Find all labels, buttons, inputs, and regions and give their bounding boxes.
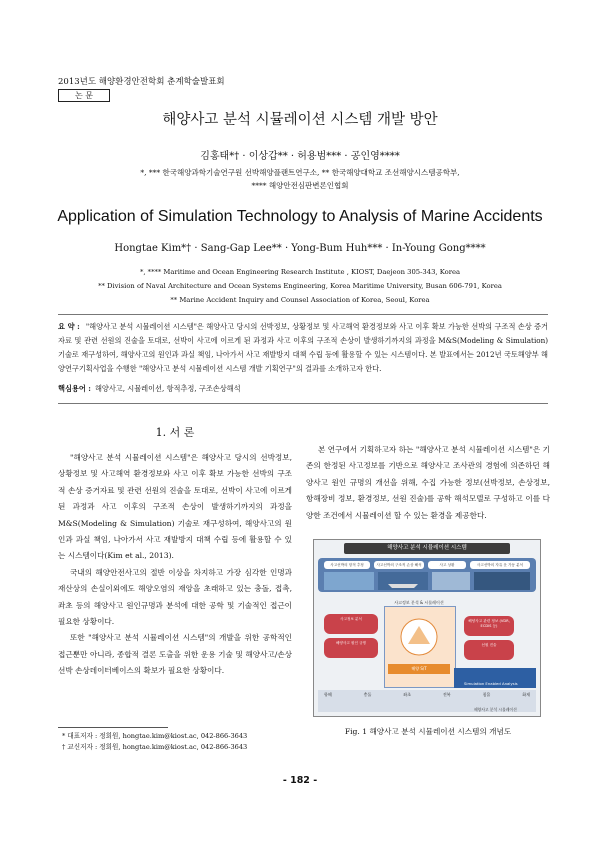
affiliations-korean — [40, 166, 560, 192]
affiliation-en-line: *, **** Maritime and Ocean Engineering Research Institute , KIOST, Daejeon 305-343, Korea — [139, 268, 461, 276]
paragraph: 본 연구에서 기획하고자 하는 "해양사고 분석 시뮬레이션 시스템"은 기존의 한정된 사고정보를 기반으로 해양사고 조사관의 경험에 의존하던 해양사고 원인 규명의 개선을 위해, 수집 가능한 정보(선박정보, 손상정보, 항해장비 정보, 환경정보, 선원 진술)를 공학 해석모델로 구성하고 이를 다양한 조건에서 시뮬레이션 할 수 있는 환경을 제공한다. — [306, 445, 550, 520]
keywords-text: 해양사고, 시뮬레이션, 항적추정, 구조손상해석 — [94, 384, 241, 393]
title-english: Application of Simulation Technology to Analysis of Marine Accidents — [57, 208, 543, 225]
figure-footer-left: Simulation Enabled Analysis — [464, 681, 518, 686]
figure-caption: Fig. 1 해양사고 분석 시뮬레이션 시스템의 개념도 — [344, 727, 512, 736]
article-type-badge: 논 문 — [58, 89, 110, 102]
figure-footer-right: 해양사고 분석 시뮬레이션 — [474, 707, 517, 712]
keywords — [58, 384, 241, 394]
affiliation-ko-line: **** 해양안전심판변론인협회 — [251, 181, 349, 190]
figure-tag-row — [324, 692, 530, 698]
figure-right-box: 해양사고 관련 정보 (VDR, ECDIS 등) — [464, 616, 514, 636]
figure-tag: 좌초 — [403, 692, 412, 697]
title-korean: 해양사고 분석 시뮬레이션 시스템 개발 방안 — [162, 112, 438, 128]
figure-tag: 전복 — [442, 692, 451, 697]
conference-name: 2013년도 해양환경안전학회 춘계학술발표회 — [58, 77, 225, 87]
figure-tag: 항해 — [324, 692, 332, 697]
authors-korean: 김홍태*† · 이상갑** · 허용범*** · 공인영**** — [200, 151, 400, 162]
figure-ship-scenes — [318, 570, 536, 592]
page-number: - 182 - — [282, 775, 318, 786]
affiliation-en-line: ** Division of Naval Architecture and Ocean Systems Engineering, Korea Maritime University, Busan 606-791, Korea — [98, 282, 502, 290]
figure-pill: 사고선박의 항적 추정 — [324, 561, 370, 569]
figure-left-box: 해양사고 원인 규명 — [324, 638, 378, 658]
affiliation-en-line: ** Marine Accident Inquiry and Counsel Association of Korea, Seoul, Korea — [170, 296, 430, 304]
figure-center-graphic — [390, 614, 448, 660]
figure-concept-diagram — [313, 539, 541, 717]
figure-pill: 사고선박의 자유 운 가동 분석 — [470, 561, 530, 569]
figure-tag: 침몰 — [482, 692, 491, 697]
figure-right-box: 선원 진술 — [464, 640, 514, 660]
scene-behaviour — [474, 572, 530, 590]
paragraph: "해양사고 분석 시뮬레이션 시스템"은 해양사고 당시의 선박정보, 상황정보 및 사고해역 환경정보와 사고 이후 확보 가능한 선박의 구조적 손상 증거자료 및 관련 선원의 진술을 토대로, 선박이 사고에 이르게 된 과정과 사고 이후의 구조적 손상이 발생하기까지의 과정을 M&S(Modeling & Simulation) 기술로 재구성하여, 해양사고의 원인과 과실 책임, 나아가서 사고 재발방지 대책 수립 등에 활용할 수 있는 시스템이다(Kim et al., 2013). — [58, 453, 292, 561]
figure-orange-bar: 해양 S/T — [388, 664, 450, 674]
figure-tag: 충돌 — [363, 692, 372, 697]
scene-track — [324, 572, 374, 590]
footnote-rule — [58, 727, 168, 728]
left-column — [58, 450, 292, 680]
figure-center-label: 사고정보 분석 & 시뮬레이션 — [394, 600, 444, 605]
footnote: * 대표저자 : 정회원, hongtae.kim@kiost.ac, 042-866-3643 — [62, 732, 248, 740]
keywords-label: 핵심용어 : — [58, 384, 91, 393]
right-column — [306, 442, 550, 524]
paragraph: 또한 "해양사고 분석 시뮬레이션 시스템"의 개발을 위한 공학적인 접근뿐만 아니라, 종합적 결론 도출을 위한 운용 기술 및 해양사고/손상선박 손상데이터베이스의 확보가 필요한 상황이다. — [58, 633, 292, 676]
figure-left-box: 사고정보 분석 — [324, 614, 378, 634]
section-title: 1. 서 론 — [155, 426, 195, 439]
authors-english: Hongtae Kim*† · Sang-Gap Lee** · Yong-Bum Huh*** · In-Young Gong**** — [114, 243, 486, 254]
abstract — [58, 320, 548, 376]
affiliations-english — [30, 265, 570, 307]
footnotes — [62, 731, 247, 752]
abstract-bottom-rule — [58, 403, 548, 404]
abstract-top-rule — [58, 314, 548, 315]
ship-icon — [388, 584, 418, 588]
abstract-text: "해양사고 분석 시뮬레이션 시스템"은 해양사고 당시의 선박정보, 상황정보 및 사고해역 환경정보와 사고 이후 확보 가능한 선박의 구조적 손상 증거자료 및 관련 선원의 진술을 토대로, 선박이 사고에 이르게 된 과정과 사고 이후의 구조적 손상이 발생하기까지의 과정을 M&S(Modeling & Simulation) 기술로 재구성하여, 해양사고의 원인과 과실 책임, 나아가서 사고 재발방지 대책 수립 등에 활용할 수 있는 시스템이다. 본 발표에서는 2012년 국토해양부 해양연구기획사업을 수행한 "해양사고 분석 시뮬레이션 시스템 개발 기획연구"의 결과를 소개하고자 한다. — [58, 322, 549, 373]
affiliation-ko-line: *, *** 한국해양과학기술연구원 선박해양플랜트연구소, ** 한국해양대학교 조선해양시스템공학부, — [140, 168, 460, 177]
figure-header: 해양사고 분석 시뮬레이션 시스템 — [344, 543, 510, 554]
figure-pill: 사고선박의 구조적 손상 해석 — [374, 561, 424, 569]
scene-situation — [432, 572, 470, 590]
paragraph: 국내의 해양안전사고의 절반 이상을 차지하고 가장 심각한 인명과 재산상의 손실이외에도 해양오염의 재앙을 초래하고 있는 충돌, 접촉, 좌초 등의 해양사고 원인규명과 분석에 대한 공학 및 기술적인 접근이 필요한 상황이다. — [58, 567, 292, 627]
figure-pill: 사고 상황 — [428, 561, 466, 569]
footnote: † 교신저자 : 정회원, hongtae.kim@kiost.ac, 042-866-3643 — [62, 742, 248, 751]
figure-tag: 화재 — [522, 692, 530, 697]
abstract-label: 요 약 : — [58, 322, 80, 331]
